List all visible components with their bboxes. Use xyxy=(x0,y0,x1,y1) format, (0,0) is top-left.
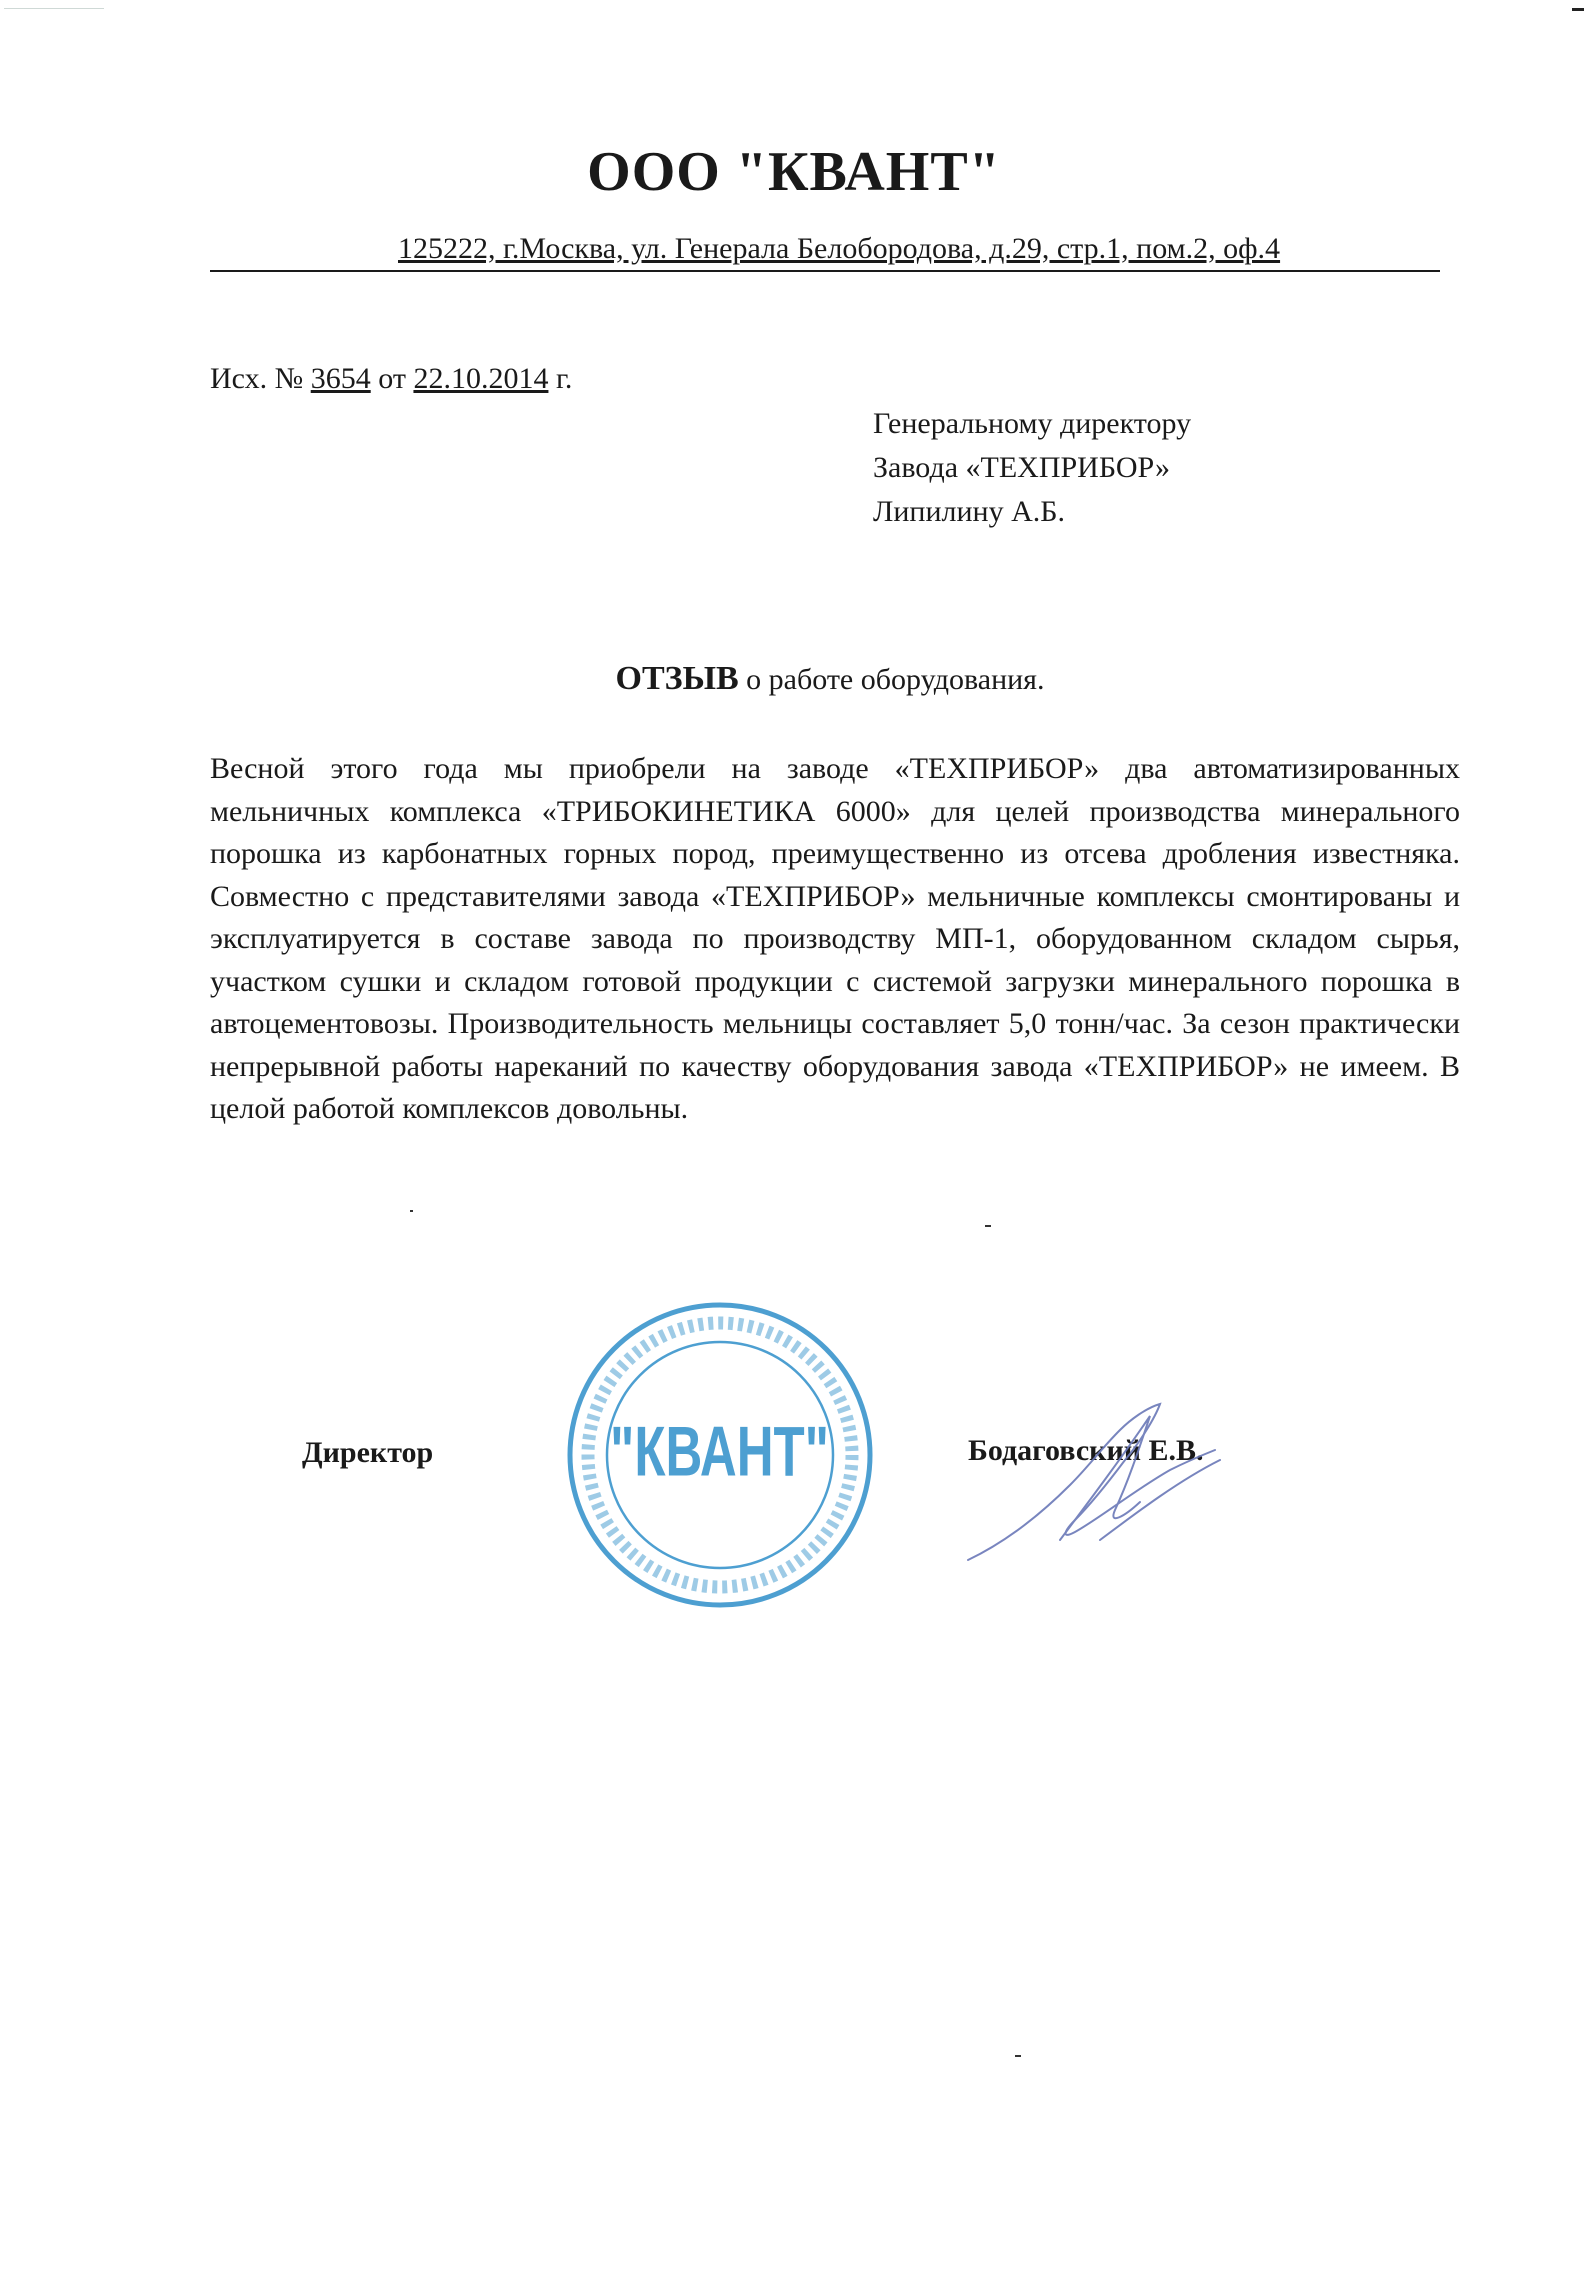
body-paragraph: Весной этого года мы приобрели на заводе «ТЕХПРИБОР» два автоматизированных мельничных комплекса «ТРИБОКИНЕТИКА 6000» для целей производства минерального порошка из карбонатных горных пород, преимущественно из отсева дробления известняка. Совместно с представителями завода «ТЕХПРИБОР» мельничные комплексы смонтированы и эксплуатируется в составе завода по производству МП-1, оборудованном складом сырья, участком сушки и складом готовой продукции с системой загрузки минерального порошка в автоцементовозы. Производительность мельницы составляет 5,0 тонн/час. За сезон практически непрерывной работы нареканий по качеству оборудования завода «ТЕХПРИБОР» не имеем. В целой работой комплексов довольны. xyxy=(210,752,1460,1125)
addressee-block xyxy=(873,402,1191,534)
addressee-title: Генеральному директору xyxy=(873,407,1192,440)
signatory-position: Директор xyxy=(302,1436,434,1469)
document-title-rest: о работе оборудования. xyxy=(746,663,1045,696)
signature-stroke xyxy=(1060,1416,1150,1540)
scan-speck xyxy=(1015,2055,1021,2057)
addressee-organization: Завода «ТЕХПРИБОР» xyxy=(873,451,1170,484)
addressee-name: Липилину А.Б. xyxy=(873,495,1065,528)
seal-center-text: "КВАНТ" xyxy=(610,1412,829,1492)
reference-date: 22.10.2014 xyxy=(413,362,549,395)
reference-number: 3654 xyxy=(310,362,371,395)
signature-stroke xyxy=(968,1404,1215,1560)
document-title xyxy=(0,660,1588,698)
reference-prefix: Исх. № xyxy=(210,362,304,395)
company-address: 125222, г.Москва, ул. Генерала Белобородова, д.29, стр.1, пом.2, оф.4 xyxy=(398,232,1281,265)
scan-speck xyxy=(410,1210,413,1212)
document-title-bold: ОТЗЫВ xyxy=(615,660,739,697)
outgoing-reference xyxy=(210,362,572,396)
letter-body xyxy=(210,748,1460,1131)
handwritten-signature xyxy=(950,1390,1230,1570)
scan-edge-mark xyxy=(1572,8,1584,11)
scan-speck xyxy=(985,1225,991,1227)
scan-edge-mark xyxy=(4,8,104,9)
letterhead-address-rule xyxy=(210,232,1440,272)
signature-stroke xyxy=(1100,1460,1220,1540)
reference-date-prefix: от xyxy=(378,362,406,395)
company-name: ООО "КВАНТ" xyxy=(587,141,1001,203)
reference-suffix: г. xyxy=(555,362,573,395)
company-seal-stamp xyxy=(555,1290,885,1620)
signatory-name: Бодаговский Е.В. xyxy=(968,1434,1204,1467)
